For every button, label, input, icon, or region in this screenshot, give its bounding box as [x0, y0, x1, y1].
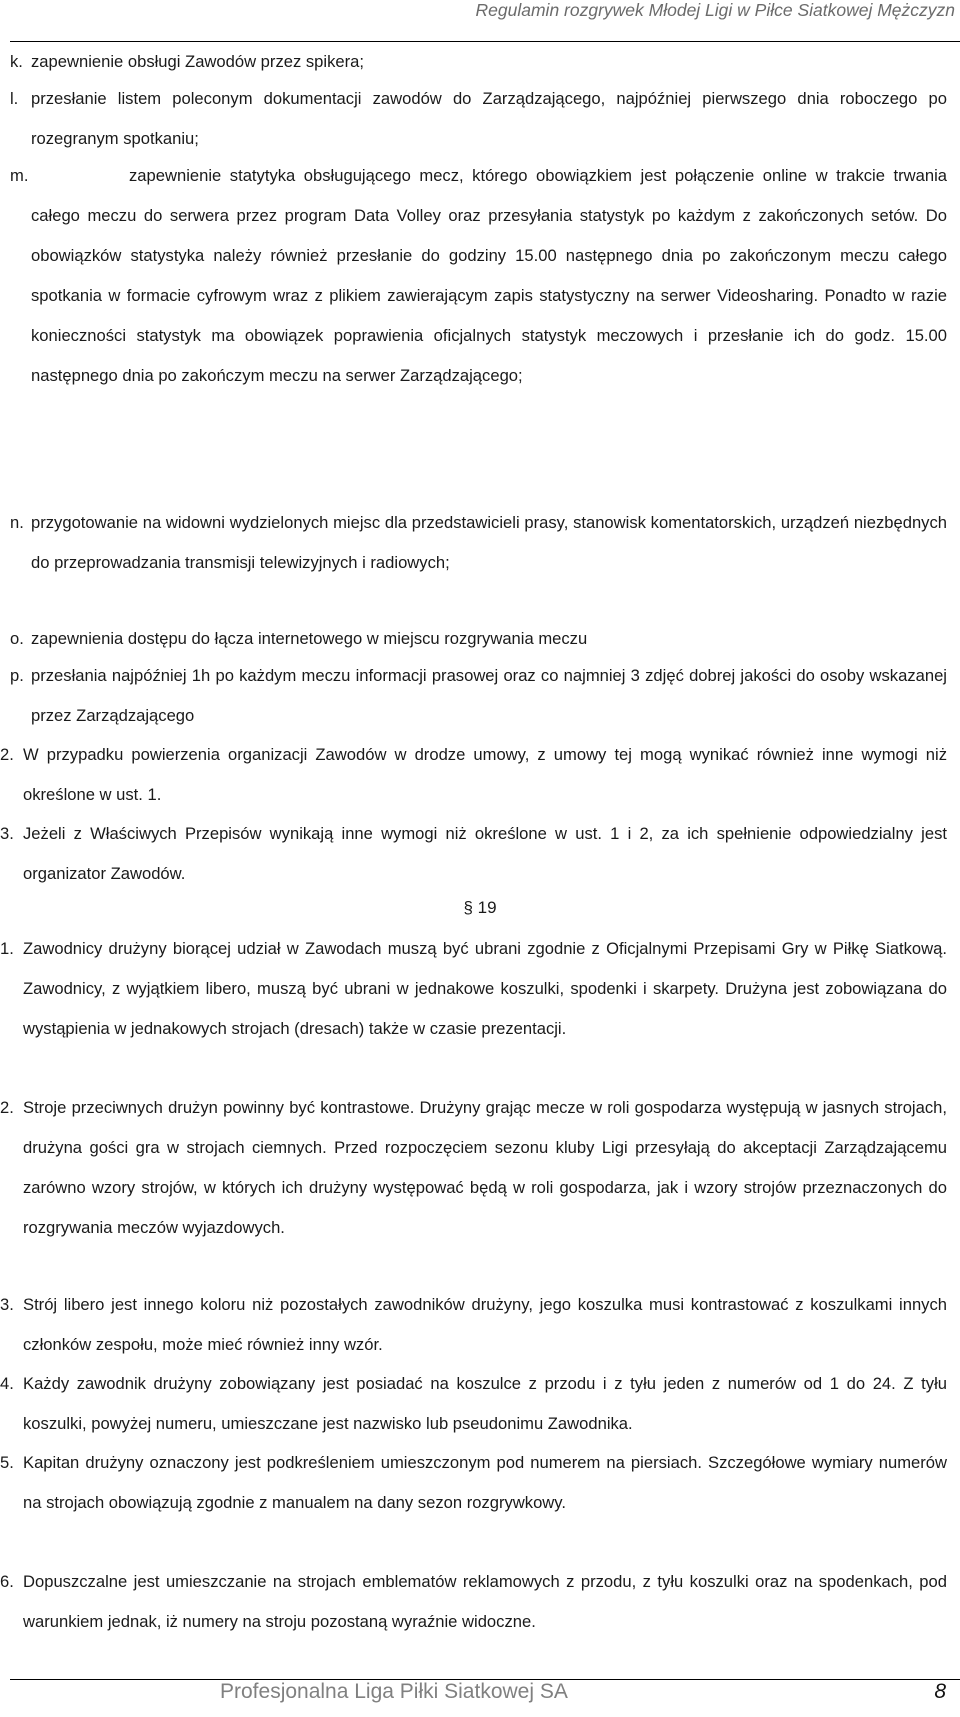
- item-text: zapewnienie statytyka obsługującego mecz, którego obowiązkiem jest połączenie online w trakcie trwania całego meczu do serwera przez program Data Volley oraz przesyłania statystyk po każdym z zakończonych setów. Do obowiązków statystyka należy również przesłanie do godziny 15.00 następnego dnia po zakończonym meczu całego spotkania w formacie cyfrowym wraz z plikiem zawierającym zapis statystyczny na serwer Videosharing. Ponadto w razie konieczności statystyk ma obowiązek poprawienia oficjalnych statystyk meczowych i przesłanie ich do godz. 15.00 następnego dnia po zakończym meczu na serwer Zarządzającego;: [31, 166, 947, 385]
- point-text: W przypadku powierzenia organizacji Zawodów w drodze umowy, z umowy tej mogą wynikać również inne wymogi niż określone w ust. 1.: [23, 745, 947, 804]
- point-marker: 4.: [0, 1374, 14, 1393]
- page-number: 8: [934, 1680, 946, 1703]
- point-text: Zawodnicy drużyny biorącej udział w Zawodach muszą być ubrani zgodnie z Oficjalnymi Przepisami Gry w Piłkę Siatkową. Zawodnicy, z wyjątkiem libero, muszą być ubrani w jednakowe koszulki, spodenki i skarpety. Drużyna jest zobowiązana do wystąpienia w jednakowych strojach (dresach) także w czasie prezentacji.: [23, 939, 947, 1038]
- header-title: Regulamin rozgrywek Młodej Ligi w Piłce Siatkowej Mężczyzn: [475, 0, 955, 20]
- point-text: Każdy zawodnik drużyny zobowiązany jest posiadać na koszulce z przodu i z tyłu jeden z numerów od 1 do 24. Z tyłu koszulki, powyżej numeru, umieszczane jest nazwisko lub pseudonimu Zawodnika.: [23, 1374, 947, 1433]
- item-text: zapewnienie obsługi Zawodów przez spikera;: [31, 52, 364, 71]
- item-marker: l.: [10, 89, 19, 108]
- item-text: przygotowanie na widowni wydzielonych miejsc dla przedstawicieli prasy, stanowisk komentatorskich, urządzeń niezbędnych do przeprowadzania transmisji telewizyjnych i radiowych;: [31, 513, 947, 572]
- footer-organization: Profesjonalna Liga Piłki Siatkowej SA: [220, 1680, 568, 1703]
- point-marker: 1.: [0, 939, 14, 958]
- item-marker: p.: [10, 666, 24, 685]
- point-marker: 3.: [0, 824, 14, 843]
- item-text: przesłanie listem poleconym dokumentacji zawodów do Zarządzającego, najpóźniej pierwszego dnia roboczego po rozegranym spotkaniu;: [31, 89, 947, 148]
- section-heading: § 19: [463, 898, 497, 917]
- item-marker: m.: [10, 166, 29, 185]
- point-marker: 2.: [0, 1098, 14, 1117]
- point-marker: 5.: [0, 1453, 14, 1472]
- item-marker: o.: [10, 629, 24, 648]
- point-marker: 3.: [0, 1295, 14, 1314]
- point-marker: 6.: [0, 1572, 14, 1591]
- item-text: przesłania najpóźniej 1h po każdym meczu informacji prasowej oraz co najmniej 3 zdjęć dobrej jakości do osoby wskazanej przez Zarządzającego: [31, 666, 947, 725]
- point-text: Dopuszczalne jest umieszczanie na strojach emblematów reklamowych z przodu, z tyłu koszulki oraz na spodenkach, pod warunkiem jednak, iż numery na stroju pozostaną wyraźnie widoczne.: [23, 1572, 947, 1631]
- point-text: Stroje przeciwnych drużyn powinny być kontrastowe. Drużyny grając mecze w roli gospodarza występują w jasnych strojach, drużyna gości gra w strojach ciemnych. Przed rozpoczęciem sezonu kluby Ligi przesyłają do akceptacji Zarządzającemu zarówno wzory strojów, w których ich drużyny występować będą w roli gospodarza, jak i wzory strojów przeznaczonych do rozgrywania meczów wyjazdowych.: [23, 1098, 947, 1237]
- point-text: Strój libero jest innego koloru niż pozostałych zawodników drużyny, jego koszulka musi kontrastować z koszulkami innych członków zespołu, może mieć również inny wzór.: [23, 1295, 947, 1354]
- point-marker: 2.: [0, 745, 14, 764]
- point-text: Kapitan drużyny oznaczony jest podkreśleniem umieszczonym pod numerem na piersiach. Szczegółowe wymiary numerów na strojach obowiązują zgodnie z manualem na dany sezon rozgrywkowy.: [23, 1453, 947, 1512]
- item-marker: k.: [10, 52, 23, 71]
- point-text: Jeżeli z Właściwych Przepisów wynikają inne wymogi niż określone w ust. 1 i 2, za ich spełnienie odpowiedzialny jest organizator Zawodów.: [23, 824, 947, 883]
- item-marker: n.: [10, 513, 24, 532]
- item-text: zapewnienia dostępu do łącza internetowego w miejscu rozgrywania meczu: [31, 629, 588, 648]
